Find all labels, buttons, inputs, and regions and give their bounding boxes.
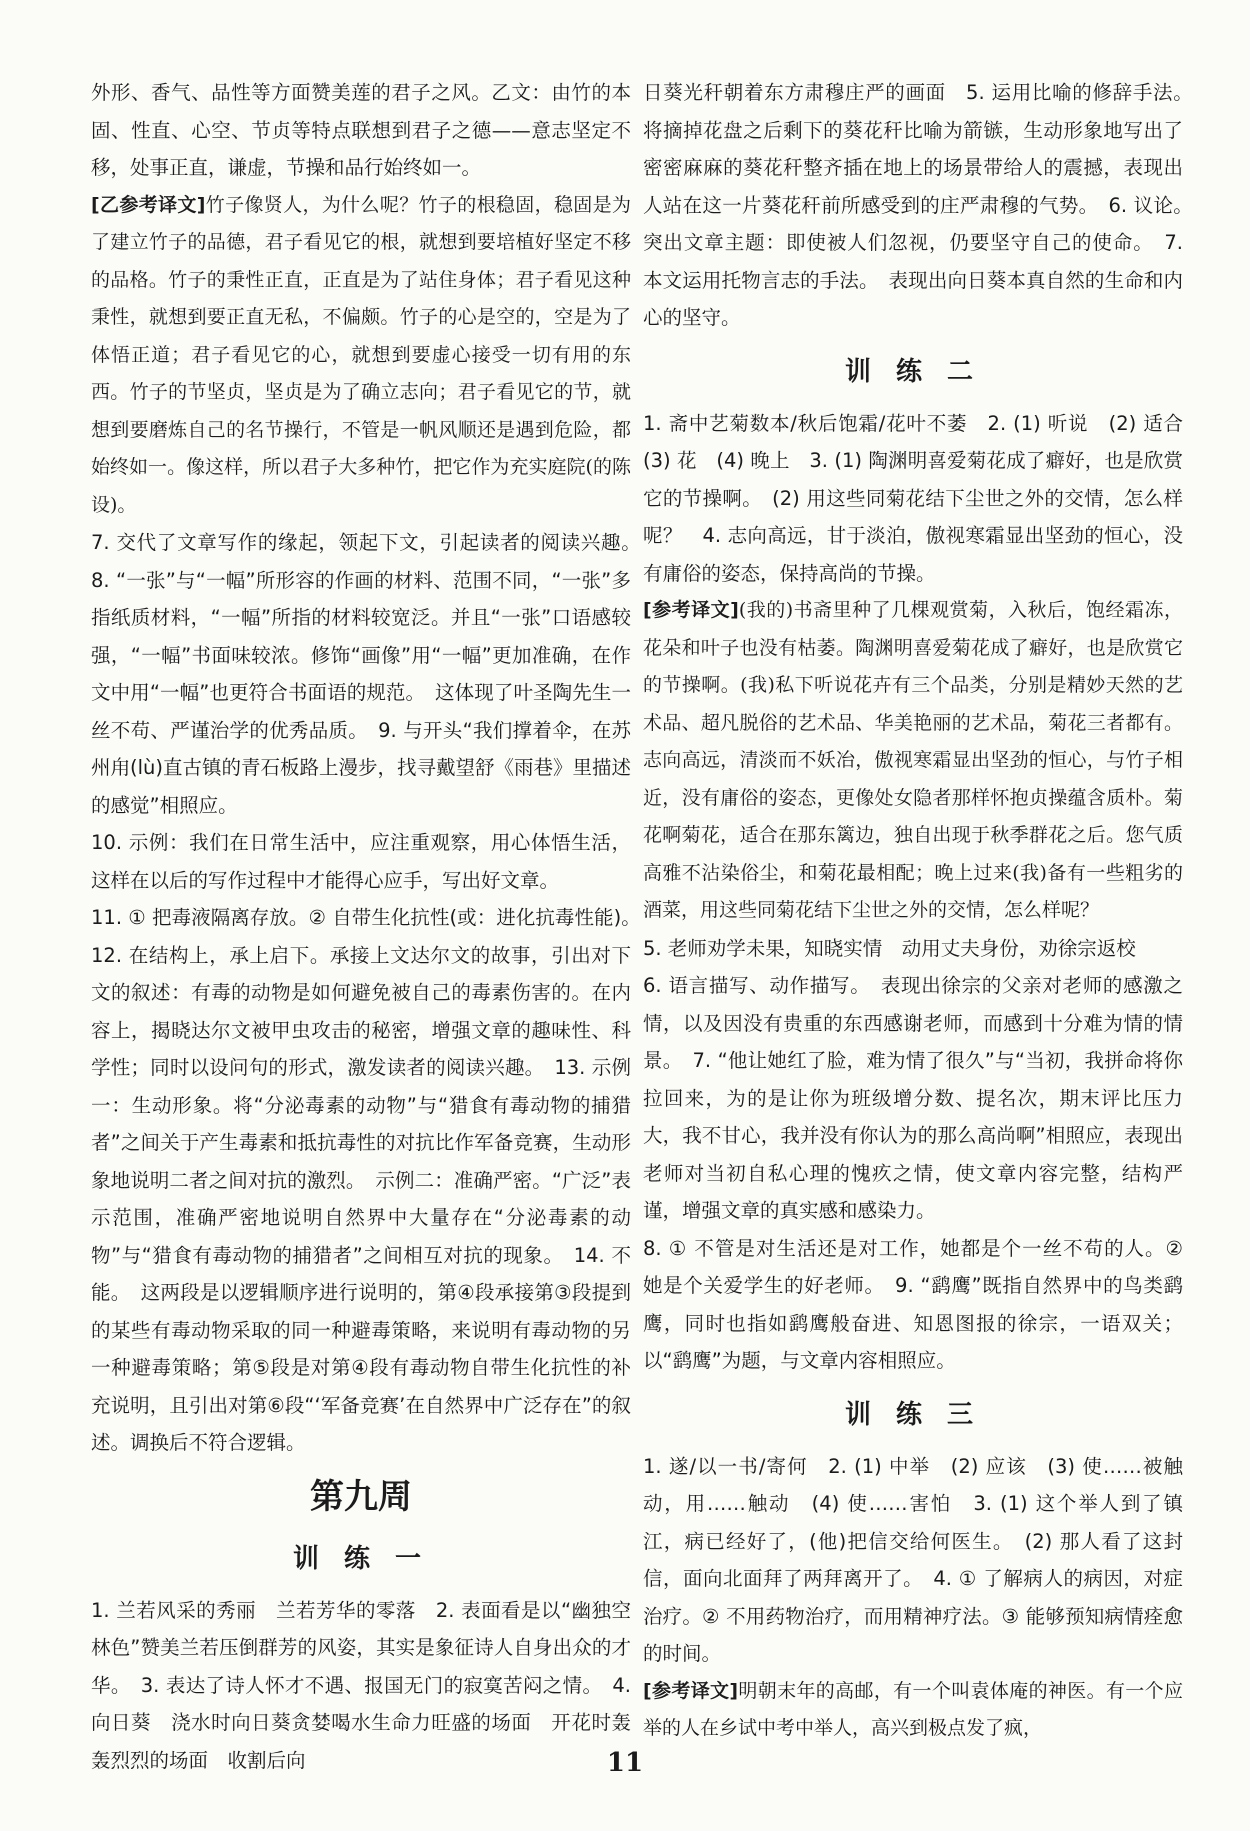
answer-paragraph: 11. ① 把毒液隔离存放。② 自带生化抗性(或：进化抗毒性能)。 12. 在结构上，承上启下。承接上文达尔文的故事，引出对下文的叙述：有毒的动物是如何避免被自己的毒素伤害的。在内容上，揭晓达尔文被甲虫攻击的秘密，增强文章的趣味性、科学性；同时以设问句的形式，激发读者的阅读兴趣。 13. 示例一：生动形象。将“分泌毒素的动物”与“猎食有毒动物的捕猎者”之间关于产生毒素和抵抗毒性的对抗比作军备竞赛，生动形象地说明二者之间对抗的激烈。 示例二：准确严密。“广泛”表示范围，准确严密地说明自然界中大量存在“分泌毒素的动物”与“猎食有毒动物的捕猎者”之间相互对抗的现象。 14. 不能。 这两段是以逻辑顺序进行说明的，第④段承接第③段提到的某些有毒动物采取的同一种避毒策略，来说明有毒动物的另一种避毒策略；第⑤段是对第④段有毒动物自带生化抗性的补充说明，且引出对第⑥段“‘军备竞赛’在自然界中广泛存在”的叙述。调换后不符合逻辑。 bbox=[91, 906, 651, 1454]
answer-paragraph: 外形、香气、品性等方面赞美莲的君子之风。乙文：由竹的本固、性直、心空、节贞等特点联想到君子之德——意志坚定不移，处事正直，谦虚，节操和品行始终如一。 bbox=[91, 81, 631, 179]
answer-paragraph: 1. 兰若风采的秀丽 兰若芳华的零落 2. 表面看是以“幽独空林色”赞美兰若压倒群芳的风姿，其实是象征诗人自身出众的才华。 3. 表达了诗人怀才不遇、报国无门的寂寞苦闷之情。 4. 向日葵 浇水时向日葵贪婪喝水生命力旺盛的场面 开花时轰轰烈烈的场面 收割后向 bbox=[91, 1598, 631, 1772]
reference-translation bbox=[643, 592, 1183, 930]
section-title-training-2: 训 练 二 bbox=[844, 356, 982, 387]
week-title: 第九周 bbox=[310, 1476, 412, 1517]
answer-paragraph: 8. ① 不管是对生活还是对工作，她都是个一丝不苟的人。② 她是个关爱学生的好老师。 9. “鹞鹰”既指自然界中的鸟类鹞鹰，同时也指如鹞鹰般奋进、知恩图报的徐宗，一语双关；以“鹞鹰”为题，与文章内容相照应。 bbox=[643, 1236, 1183, 1372]
answer-paragraph: 日葵光秆朝着东方肃穆庄严的画面 5. 运用比喻的修辞手法。 将摘掉花盘之后剩下的葵花秆比喻为箭镞，生动形象地写出了密密麻麻的葵花秆整齐插在地上的场景带给人的震撼，表现出人站在这一片葵花秆前所感受到的庄严肃穆的气势。 6. 议论。 突出文章主题：即使被人们忽视，仍要坚守自己的使命。 7. 本文运用托物言志的手法。 表现出向日葵本真自然的生命和内心的坚守。 bbox=[643, 81, 1203, 329]
answer-paragraph: 1. 斋中艺菊数本/秋后饱霜/花叶不萎 2. (1) 听说 (2) 适合 (3) 花 (4) 晚上 3. (1) 陶渊明喜爱菊花成了癖好，也是欣赏它的节操啊。 (2) 用这些同菊花结下尘世之外的交情，怎么样呢？ 4. 志向高远，甘于淡泊，傲视寒霜显出坚劲的恒心，没有庸俗的姿态，保持高尚的节操。 bbox=[643, 411, 1203, 585]
translation-text: (我的)书斋里种了几棵观赏菊，入秋后，饱经霜冻，花朵和叶子也没有枯萎。陶渊明喜爱菊花成了癖好，也是欣赏它的节操啊。(我)私下听说花卉有三个品类，分别是精妙天然的艺术品、超凡脱俗的艺术品、华美艳丽的艺术品，菊花三者都有。志向高远，清淡而不妖冶，傲视寒霜显出坚劲的恒心，与竹子相近，没有庸俗的姿态，更像处女隐者那样怀抱贞操蕴含质朴。菊花啊菊花，适合在那东篱边，独自出现于秋季群花之后。您气质高雅不沾染俗尘，和菊花最相配；晚上过来(我)备有一些粗劣的酒菜，用这些同菊花结下尘世之外的交情，怎么样呢？ bbox=[643, 599, 1184, 921]
answer-paragraph: 7. 交代了文章写作的缘起，领起下文，引起读者的阅读兴趣。 8. “一张”与“一幅”所形容的作画的材料、范围不同，“一张”多指纸质材料，“一幅”所指的材料较宽泛。并且“一张”口语感较强，“一幅”书面味较浓。修饰“画像”用“一幅”更加准确，在作文中用“一幅”也更符合书面语的规范。 这体现了叶圣陶先生一丝不苟、严谨治学的优秀品质。 9. 与开头“我们撑着伞，在苏州甪(lù)直古镇的青石板路上漫步，找寻戴望舒《雨巷》里描述的感觉”相照应。 bbox=[91, 531, 651, 817]
translation-tag: [参考译文] bbox=[643, 1679, 739, 1702]
section-title-training-3: 训 练 三 bbox=[844, 1399, 982, 1430]
answer-paragraph: 6. 语言描写、动作描写。 表现出徐宗的父亲对老师的感激之情，以及因没有贵重的东西感谢老师，而感到十分难为情的情景。 7. “他让她红了脸，难为情了很久”与“当初，我拼命将你拉回来，为的是让你为班级增分数、提名次，期末评比压力大，我不甘心，我并没有你认为的那么高尚啊”相照应，表现出老师对当初自私心理的愧疚之情，使文章内容完整，结构严谨，增强文章的真实感和感染力。 bbox=[643, 974, 1183, 1222]
answer-paragraph: 1. 遂/以一书/寄何 2. (1) 中举 (2) 应该 (3) 使……被触动，用……触动 (4) 使……害怕 3. (1) 这个举人到了镇江，病已经好了，(他)把信交给何医生。 (2) 那人看了这封信，面向北面拜了两拜离开了。 4. ① 了解病人的病因，对症治疗。② 不用药物治疗，而用精神疗法。③ 能够预知病情痊愈的时间。 bbox=[643, 1454, 1183, 1665]
reference-translation bbox=[643, 1673, 1183, 1748]
reference-translation bbox=[91, 187, 631, 525]
section-title-training-1: 训 练 一 bbox=[292, 1543, 430, 1574]
right-column bbox=[643, 74, 1203, 1748]
translation-text: 竹子像贤人，为什么呢？竹子的根稳固，稳固是为了建立竹子的品德，君子看见它的根，就想到要培植好坚定不移的品格。竹子的秉性正直，正直是为了站住身体；君子看见这种秉性，就想到要正直无私，不偏颇。竹子的心是空的，空是为了体悟正道；君子看见它的心，就想到要虚心接受一切有用的东西。竹子的节坚贞，坚贞是为了确立志向；君子看见它的节，就想到要磨炼自己的名节操行，不管是一帆风顺还是遇到危险，都始终如一。像这样，所以君子大多种竹，把它作为充实庭院(的陈设)。 bbox=[91, 193, 631, 516]
page-number: 11 bbox=[606, 1748, 644, 1778]
answer-paragraph: 10. 示例：我们在日常生活中，应注重观察，用心体悟生活，这样在以后的写作过程中才能得心应手，写出好文章。 bbox=[91, 831, 631, 892]
answer-paragraph: 5. 老师劝学未果，知晓实情 动用丈夫身份，劝徐宗返校 bbox=[643, 936, 1136, 960]
translation-tag: [乙参考译文] bbox=[91, 193, 206, 216]
translation-tag: [参考译文] bbox=[643, 599, 739, 621]
translation-text: 明朝末年的高邮，有一个叫袁体庵的神医。有一个应举的人在乡试中考中举人，高兴到极点发了疯， bbox=[643, 1679, 1183, 1739]
left-column bbox=[91, 74, 651, 1779]
